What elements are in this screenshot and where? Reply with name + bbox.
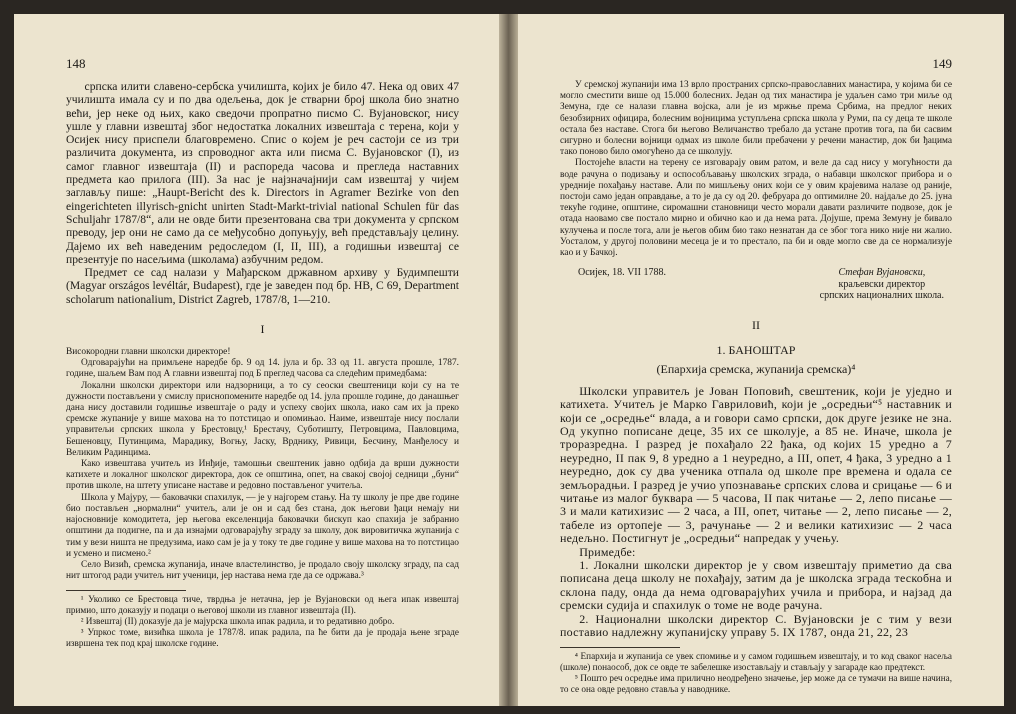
letter-date: Осијек, 18. VII 1788. — [578, 267, 666, 279]
letter-closing — [560, 267, 952, 302]
footnote-rule — [560, 647, 680, 648]
paragraph: Предмет се сад налази у Мађарском државном архиву у Будимпешти (Magyar országos levéltár, Budapest), где је заведен под бр. НВ, С 69, Department scholarum nationalium, District Zagreb, 1787/8, 1—210. — [66, 266, 459, 306]
footnote: ¹ Уколико се Брестовца тиче, тврдња је нетачна, јер је Вујановски од њега ипак извештај примио, што доказују и подаци о његовој школи из главног извештаја (II). — [66, 594, 459, 616]
footnote: ³ Упркос томе, визићка школа је 1787/8. ипак радила, па ће бити да је продаја њене зграде извршена тек под крај школске године. — [66, 626, 459, 648]
remark: 2. Национални школски директор С. Вујановски је с тим у вези поставио надлежну жупанијску управу 5. IX 1787, онда 21, 22, 23 — [560, 611, 952, 640]
letter-paragraph: Школа у Мајуру, — баковачки спахилук, — је у најгорем стању. На ту школу је пре две године био постављен „нормални“ учитељ, али је он и сад без стана, док његови ђаци немају ни најосновније комодитета, јер његова екселенција баковачки бискуп као спахија је забранио општини да подигне, па и да изнајми одговарајућу зграду за школу, док вировитичка жупанија с тим у вези ништа не предузима, иако сам је ја у току те две године у више махова на то потстицао и усмено и писмено.² — [66, 492, 459, 559]
letter-paragraph: Како извештава учитељ из Инђије, тамошњи свештеник јавно одбија да врши дужности катихете и локалног школског директора, док се општина, опет, на свакој својој седници „буни“ против школе, на штету уписане наставе и редовно постављеног учитеља. — [66, 459, 459, 492]
section-heading-roman: II — [752, 317, 760, 332]
letter-continuation — [560, 80, 952, 259]
letter-paragraph: Постојеће власти на терену се изговарају овим ратом, и веле да сад нису у могућности да воде рачуна о подизању и оспособљавању школских зграда, о набавци школског прибора и о уредније похађању наставе. Али по мишљењу оних који се у овим крајевима налазе од раније, постоји само један оправдање, а то је да су од 20. фебруара до оптимилне 20. најдаље до 25. јуна текуће године, општине, сиромашни становници често морали давати различите подвозе, док је отада наовамо све постало мирно и обично као и да нема рата. Дојуше, према Земуну је бивало кулучења и после тога, али је његов обим био тако незнатан да се због тога никo није ни жалио. Уосталом, у другој половини месеца је и то престало, па би и овде могло све да се нормализује као и у Бачкој. — [560, 158, 952, 259]
signature-title: краљевски директор — [838, 278, 926, 290]
footnotes-right — [560, 651, 952, 694]
section-subtitle: (Епархија сремска, жупанија сремска)⁴ — [656, 361, 856, 376]
page-number-right: 149 — [932, 56, 952, 71]
footnote: ² Извештај (II) доказује да је мајурска школа ипак радила, и то редативно добро. — [80, 615, 395, 626]
remarks-heading: Примедбе: — [579, 544, 636, 559]
footnote: ⁵ Пошто реч осредње има прилично неодређено значење, јер може да се тумачи на више начина, то се она овде редовно ставља у наводнике. — [560, 673, 952, 694]
signature-block — [820, 267, 952, 302]
report-body — [560, 385, 952, 640]
letter-paragraph: Одговарајући на примљене наредбе бр. 9 од 14. јула и бр. 33 од 11. августа прошле, 1787. године, шаљем Вам под А главни извештај под Б преглед часова са следећим примедбама: — [66, 358, 459, 380]
remark: 1. Локални школски директор је у свом извештају приметио да сва пописана деца школу не похађају, затим да је школска зграда тескобна и склона паду, онда да нема одговарајућих учила и прибора, и најзад да сремски судија и спахилук о томе не воде рачуна. — [560, 558, 952, 613]
footnote: ⁴ Епархија и жупанија се увек спомиње и у самом годишњем извештају, и то код сваког насеља (школе) понаособ, док се овде те забелешке изостављају и стављају у загараде као предтекст. — [560, 651, 952, 673]
letter-salutation: Високородни главни школски директоре! — [66, 347, 231, 358]
page-number-left: 148 — [66, 56, 86, 71]
section-title: 1. БАНОШТАР — [716, 342, 796, 357]
signature-title: српских националних школа. — [819, 290, 944, 302]
paragraph: Школски управитељ је Јован Поповић, свештеник, који је уједно и катихета. Учитељ је Марко Гавриловић, који је „осредњи“⁵ наставник и који се „осредње“ влада, а и говори само српски, док друге језике не зна. Од укупно пописане деце, 35 их се школује, а 85 не. Иначе, школа је троразредна. I разред је похађало 22 ђака, од којих 15 уредно а 7 неуредно, II пак 9, 8 уредно а 1 неуредно, а III, опет, 4 ђака, 3 уредно а 1 неуредно, док су два ученика отпала од школе пре времена и одала се земљорадњи. I разред је учио упознавање српских слова и срицање — 6 и читање из малог буквара — 5 часова, II пак читање — 2, лепо писање — 3 и мали катихизис — 2 часа, а III, опет, читање — 2, лепо писање — 2, табеле из ортопеје — 3, рачунање — 2 и велики катихизис — 2 часа недељно. Постигнут је „осредњи“ напредак у учењу. — [560, 383, 952, 546]
footnote-rule — [66, 590, 186, 591]
left-page — [14, 14, 499, 706]
letter-paragraph: Локални школски директори или надзорници, а то су сеоски свештеници који су на те дужности постављени у смислу приснопомените наредбе од 14. јула прошле године, до данашњег дана нису доставили годишње извештаје о раду и успеху својих школа, иако сам их ја преко сремске жупаније у више махова на то потстицао и опомињао. Наиме, извештаје нису послали управитељи српских школа у Брестовцу,¹ Брестачу, Суботишту, Петровцима, Павловцима, Бешеновцу, Путинцима, Марадику, Вогњу, Јаску, Врднику, Ривици, Бесчину, Манђелосу и Великим Радинцима. — [66, 380, 459, 458]
footnotes-left — [66, 594, 459, 648]
left-body-text — [66, 80, 459, 306]
book-spine — [499, 14, 518, 706]
letter-text — [66, 347, 459, 582]
section-heading-roman: I — [260, 322, 265, 337]
paragraph: српска илити славено-сербска училишта, којих је било 47. Нека од ових 47 училишта имала су и по два одељења, док је стварни број школа био знатно већи, јер неке од њих, како сведочи пропратно писмо С. Вујановског, нису ушле у главни извештај због недостатка локалних извештаја с терена, који у Осијек нису приспели благовремено. Спис о којем је реч састоји се из три различита документа, из спроводног акта или писма С. Вујановског (I), из самог главног извештаја (II) и распореда часова и прегледа наставних предмета као прилога (III). За нас је најзначајнији сам извештај у чијем заглављу пише: „Haupt-Bericht des k. Directors in Agramer Bezirke von den eingerichteten illyrisch-gnicht unirten Stadt-Markt-trivial national Schulen für das Schuljahr 1787/8“, али не овде бити презентована сва три документа у српском преводу, јер они не само да се међусобно допуњују, већ представљају целину. Дајемо их већ наведеним редоследом (I, II, III), а годишњи извештај се презентује по насељима (школама) азбучним редом. — [66, 80, 459, 266]
letter-paragraph: У сремској жупанији има 13 врло пространих српско-православних манастира, у којима би се могло сместити више од 15.000 болесних. Један од тих манастира је удаљен само три миље од Земуна, где се налази главна војска, али је из мржње према Србима, на предлог неких безобзирних официра, болесним војницима уступљена српска школа у Руми, па су деца те школе остала без наставе. Стога би његово Величанство требало да устане против тога, па би сасвим сигурно и болесни војници одмах из школе били пребачени у речени манастир, док би ђацима тако поново било омогућено да се школују. — [560, 80, 952, 158]
right-page — [518, 14, 1004, 706]
signature-name: Стефан Вујановски, — [838, 267, 926, 279]
letter-paragraph: Село Визић, сремска жупанија, иначе властелинство, је продало своју школску зграду, па сад нит штогод ради учитељ нит ученици, јер настава нема где да се одржава.³ — [66, 559, 459, 582]
